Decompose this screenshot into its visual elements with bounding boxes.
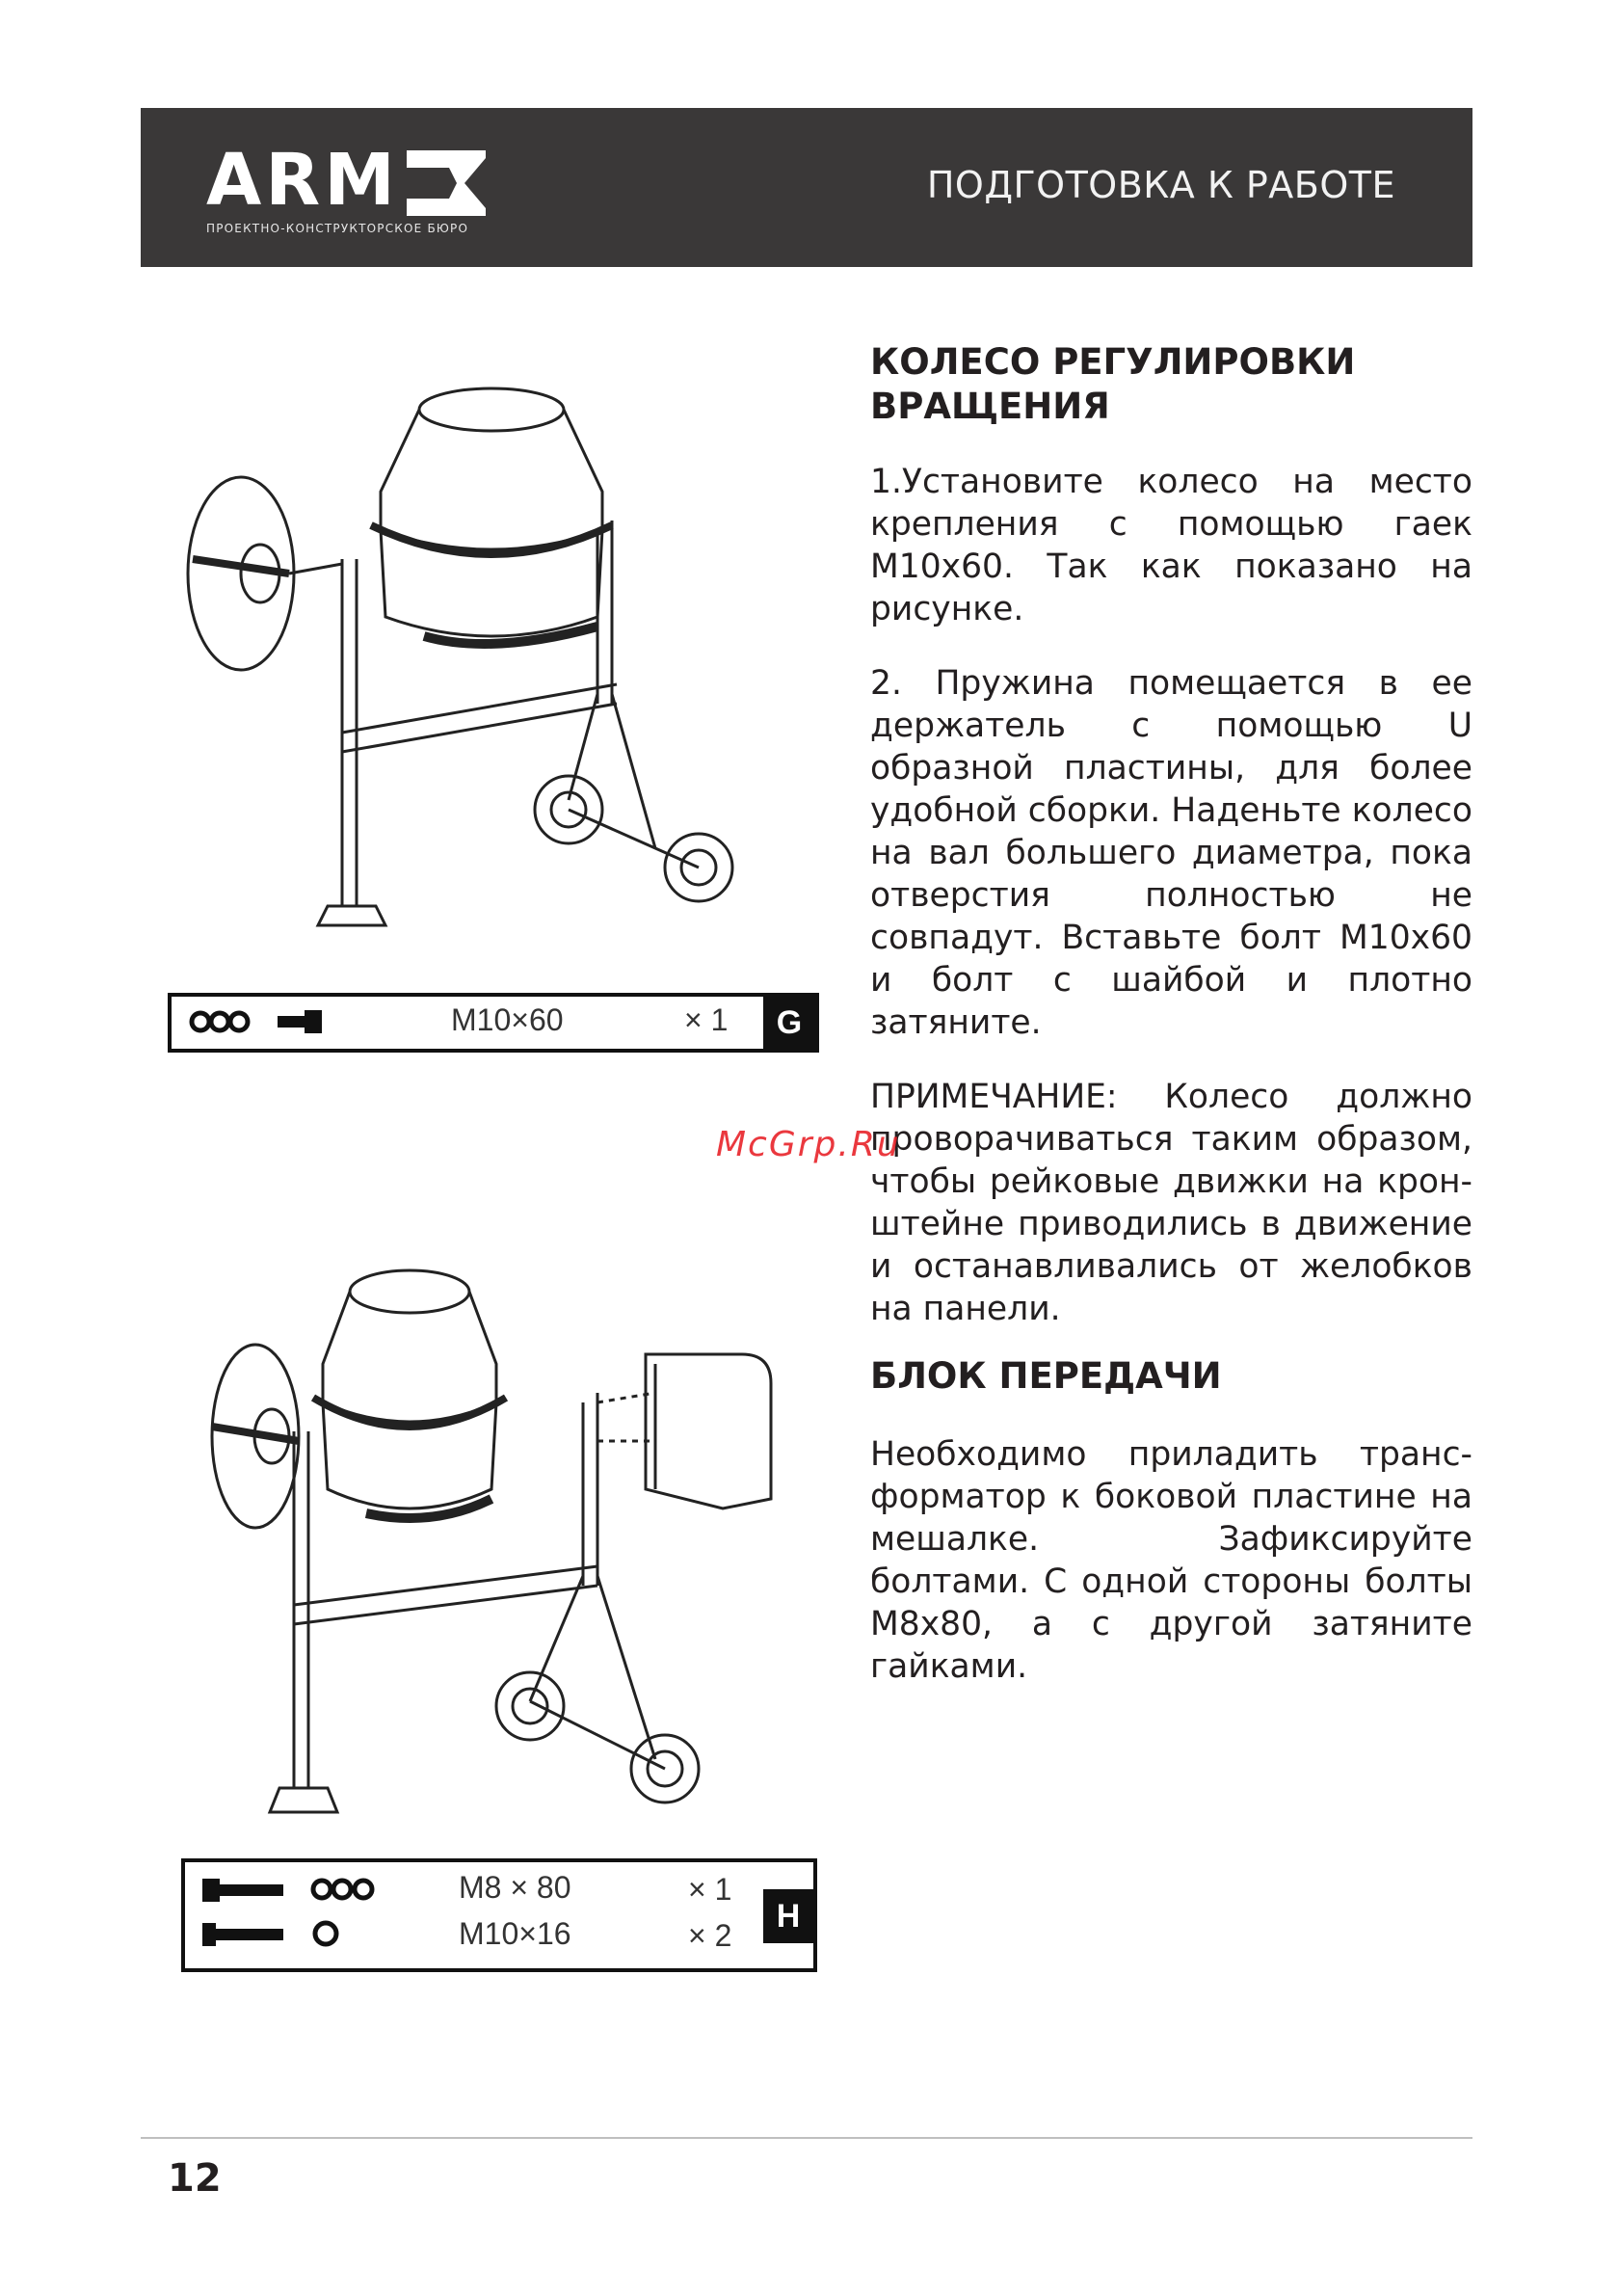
parts-g-qty: × 1 <box>684 1002 729 1037</box>
parts-h-row1-spec: M8 × 80 <box>459 1870 571 1905</box>
logo-subtitle: ПРОЕКТНО-КОНСТРУКТОРСКОЕ БЮРО <box>206 222 469 235</box>
washer-icon <box>310 1918 341 1949</box>
parts-h-tag: H <box>763 1889 813 1943</box>
heading-line-1: КОЛЕСО РЕГУЛИРОВКИ <box>870 341 1356 383</box>
nut-washer-icon <box>189 1006 256 1037</box>
section-gearbox-heading: БЛОК ПЕРЕДАЧИ <box>870 1355 1222 1397</box>
gearbox-instructions: Необходимо приладить трансформатор к боковой пластине на мешалке. Зафиксируйте болтами. С одной стороны болты M8x80, а с другой затяните гайками. <box>870 1435 1472 1686</box>
watermark: McGrp.Ru <box>716 1125 901 1164</box>
section-wheel <box>870 340 1472 1330</box>
wheel-step-1: 1.Установите колесо на место крепления с помощью гаек M10x60. Так как показано на рисунке. <box>870 463 1472 628</box>
wheel-step-2: 2. Пружина помещается в ее держатель с помощью U образной пластины, для более удобной сборки. Наденьте колесо на вал большего диаметра, пока отверстия полностью не совпадут. Вставьте болт M10x60 и болт с шайбой и плотно затяните. <box>870 664 1472 1042</box>
figure-gearbox-install <box>202 1248 800 1827</box>
figure-wheel-install <box>173 366 790 945</box>
parts-box-g <box>168 993 819 1053</box>
parts-box-h <box>181 1858 817 1972</box>
parts-h-row1-qty: × 1 <box>688 1872 732 1907</box>
parts-h-row2-spec: M10×16 <box>459 1916 571 1951</box>
page-number: 12 <box>168 2156 222 2201</box>
long-bolt-icon <box>200 1876 287 1905</box>
section-title: ПОДГОТОВКА К РАБОТЕ <box>926 164 1395 206</box>
section-gearbox <box>870 1354 1472 1688</box>
logo-arrow-icon <box>407 150 486 216</box>
company-logo <box>206 139 505 239</box>
logo-text: ARM <box>206 139 399 222</box>
nut-washer-icon-h <box>310 1874 380 1905</box>
heading-line-2: ВРАЩЕНИЯ <box>870 386 1110 427</box>
wheel-note: ПРИМЕЧАНИЕ: Колесо должно проворачиваться таким образом, чтобы рейковые движки на кронштейне приводились в движение и останавливались от желобков на панели. <box>870 1078 1472 1328</box>
short-bolt-icon <box>200 1920 287 1949</box>
page-header <box>141 108 1472 267</box>
bolt-icon <box>276 1006 326 1037</box>
section-wheel-heading <box>870 340 1472 429</box>
parts-g-tag: G <box>763 997 815 1049</box>
parts-g-spec: M10×60 <box>451 1002 564 1037</box>
parts-h-row2-qty: × 2 <box>688 1918 732 1953</box>
footer-divider <box>141 2137 1472 2139</box>
